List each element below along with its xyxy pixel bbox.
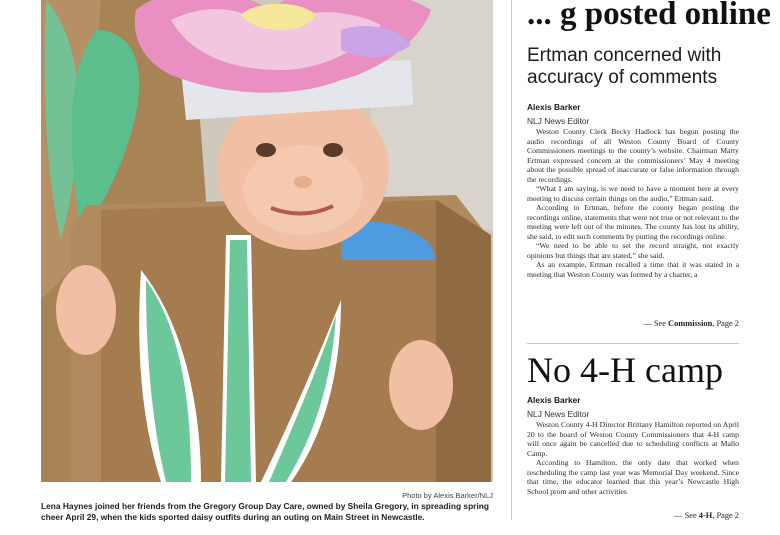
story1-paragraph: “We need to be able to set the record straight, not exactly opinions but things that are stated,” she said. <box>527 241 739 260</box>
story2-jump-link[interactable] <box>527 511 739 520</box>
story1-subhead: Ertman concerned with accuracy of comments <box>527 45 722 88</box>
story1-byline <box>527 97 589 126</box>
photo-caption: Lena Haynes joined her friends from the Gregory Group Day Care, owned by Sheila Gregory, in spreading spring cheer April 29, when the kids sported daisy outfits during an outing on Main Street in Newcastle. <box>41 501 490 522</box>
byline-title: NLJ News Editor <box>527 116 590 126</box>
photo-credit: Photo by Alexis Barker/NLJ <box>402 491 493 500</box>
story1-headline[interactable]: ... g posted online <box>527 0 771 32</box>
feature-photo <box>41 0 493 482</box>
story1-paragraph: As an example, Ertman recalled a time that it was stated in a meeting that Weston County was formed by a charter, a <box>527 260 739 279</box>
column-divider <box>511 0 512 520</box>
story1-paragraph: Weston County Clerk Becky Hadlock has begun posting the audio recordings of all Weston County Board of County Commissioners meetings to the county’s website. Chairman Marty Ertman expressed concern at the commissioners’ May 4 meeting about the possible spread of inaccurate or false information through the recordings. <box>527 127 739 184</box>
jump-page: , Page 2 <box>712 511 739 520</box>
jump-page: , Page 2 <box>712 319 739 328</box>
story1-body <box>527 127 739 279</box>
story1-paragraph: “What I am saying, is we need to have a moment here at every meeting to discuss certain things on the audio,” Ertman said. <box>527 184 739 203</box>
jump-section: Commission <box>668 319 713 328</box>
jump-prefix: — See <box>643 319 669 328</box>
byline-title: NLJ News Editor <box>527 409 590 419</box>
story2-paragraph: Weston County 4-H Director Brittany Hamilton reported on April 20 to the board of Weston County Commissioners that 4-H camp will once again be cancelled due to scheduling conflicts at Mallo Camp. <box>527 420 739 458</box>
child-in-daisy-costume-image <box>41 0 493 482</box>
story2-body <box>527 420 739 496</box>
jump-prefix: — See <box>674 511 699 520</box>
story1-jump-link[interactable] <box>527 319 739 328</box>
byline-name: Alexis Barker <box>527 395 581 405</box>
story2-paragraph: According to Hamilton, the only date that worked when rescheduling the camp last year was Memorial Day weekend. Since that time, the educator learned that this year’s Newcastle High School prom and other activities <box>527 458 739 496</box>
byline-name: Alexis Barker <box>527 102 581 112</box>
story2-byline <box>527 390 589 419</box>
story1-paragraph: According to Ertman, before the county began posting the recordings online, statements that were not true or not relevant to the meeting were left out of the minutes. The county has lost its ability, she said, to edit such comments by putting the recordings online. <box>527 203 739 241</box>
story2-headline[interactable]: No 4-H camp <box>527 350 723 390</box>
story-separator <box>527 343 739 344</box>
jump-section: 4-H <box>698 511 713 520</box>
